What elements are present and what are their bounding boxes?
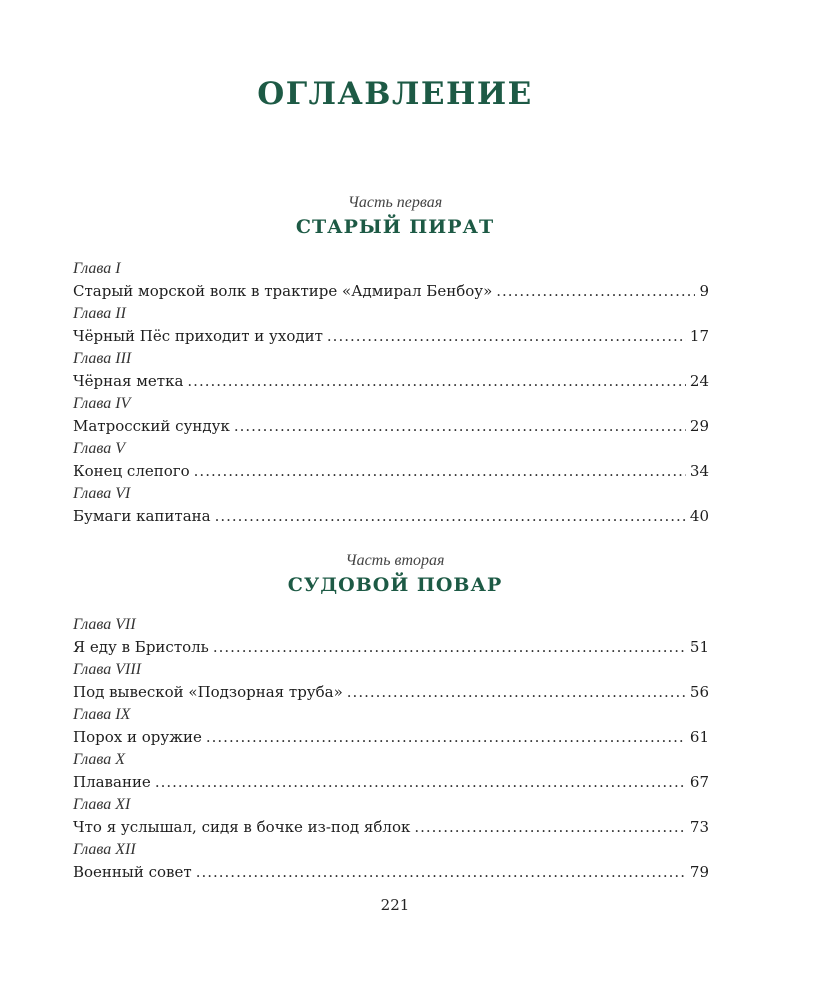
chapter-page: 61: [689, 728, 709, 746]
dot-leader: [194, 460, 686, 483]
dot-leader: [347, 681, 686, 704]
chapter-label: Глава V: [73, 440, 126, 457]
chapter-label: Глава XII: [73, 841, 136, 858]
chapter-label: Глава IV: [73, 395, 131, 412]
chapter-title: Старый морской волк в трактире «Адмирал Бенбоу»: [73, 282, 493, 300]
dot-leader: [187, 370, 686, 393]
chapter-title: Чёрный Пёс приходит и уходит: [73, 327, 323, 345]
toc-entry[interactable]: [73, 280, 709, 303]
toc-entry[interactable]: [73, 460, 709, 483]
chapter-page: 29: [689, 417, 709, 435]
chapter-page: 34: [689, 462, 709, 480]
chapter-page: 9: [699, 282, 709, 300]
toc-entry[interactable]: [73, 816, 709, 839]
chapter-page: 40: [689, 507, 709, 525]
part-title: СТАРЫЙ ПИРАТ: [295, 216, 495, 238]
chapter-page: 51: [689, 638, 709, 656]
chapter-page: 56: [689, 683, 709, 701]
toc-entry[interactable]: [73, 681, 709, 704]
chapter-title: Бумаги капитана: [73, 507, 211, 525]
chapter-page: 79: [689, 863, 709, 881]
chapter-label: Глава XI: [73, 796, 131, 813]
chapter-page: 67: [689, 773, 709, 791]
chapter-title: Конец слепого: [73, 462, 190, 480]
chapter-label: Глава IX: [73, 706, 131, 723]
chapter-label: Глава III: [73, 350, 132, 367]
chapter-label: Глава VI: [73, 485, 131, 502]
toc-part-1: [73, 258, 709, 528]
part-heading-2: [0, 552, 790, 596]
chapter-label: Глава II: [73, 305, 126, 322]
chapter-title: Под вывеской «Подзорная труба»: [73, 683, 343, 701]
dot-leader: [215, 505, 686, 528]
chapter-label: Глава VII: [73, 616, 136, 633]
chapter-title: Плавание: [73, 773, 151, 791]
page-title: ОГЛАВЛЕНИЕ: [257, 76, 533, 112]
toc-entry[interactable]: [73, 861, 709, 884]
part-label: Часть первая: [347, 194, 443, 211]
chapter-title: Я еду в Бристоль: [73, 638, 209, 656]
toc-entry[interactable]: [73, 771, 709, 794]
toc-entry[interactable]: [73, 726, 709, 749]
page-number: 221: [380, 896, 410, 914]
chapter-page: 73: [689, 818, 709, 836]
toc-entry[interactable]: [73, 325, 709, 348]
chapter-title: Чёрная метка: [73, 372, 184, 390]
dot-leader: [155, 771, 686, 794]
dot-leader: [496, 280, 695, 303]
part-label: Часть вторая: [345, 552, 445, 569]
toc-entry[interactable]: [73, 415, 709, 438]
dot-leader: [414, 816, 686, 839]
dot-leader: [206, 726, 686, 749]
dot-leader: [196, 861, 686, 884]
chapter-label: Глава X: [73, 751, 126, 768]
dot-leader: [234, 415, 686, 438]
chapter-page: 17: [689, 327, 709, 345]
part-title: СУДОВОЙ ПОВАР: [287, 574, 503, 596]
chapter-title: Матросский сундук: [73, 417, 230, 435]
chapter-label: Глава I: [73, 260, 121, 277]
toc-entry[interactable]: [73, 505, 709, 528]
dot-leader: [213, 636, 686, 659]
toc-entry[interactable]: [73, 370, 709, 393]
chapter-title: Что я услышал, сидя в бочке из-под яблок: [73, 818, 411, 836]
part-heading-1: [0, 194, 790, 238]
chapter-title: Военный совет: [73, 863, 192, 881]
chapter-label: Глава VIII: [73, 661, 142, 678]
toc-part-2: [73, 614, 709, 884]
dot-leader: [327, 325, 686, 348]
chapter-page: 24: [689, 372, 709, 390]
chapter-title: Порох и оружие: [73, 728, 202, 746]
toc-entry[interactable]: [73, 636, 709, 659]
